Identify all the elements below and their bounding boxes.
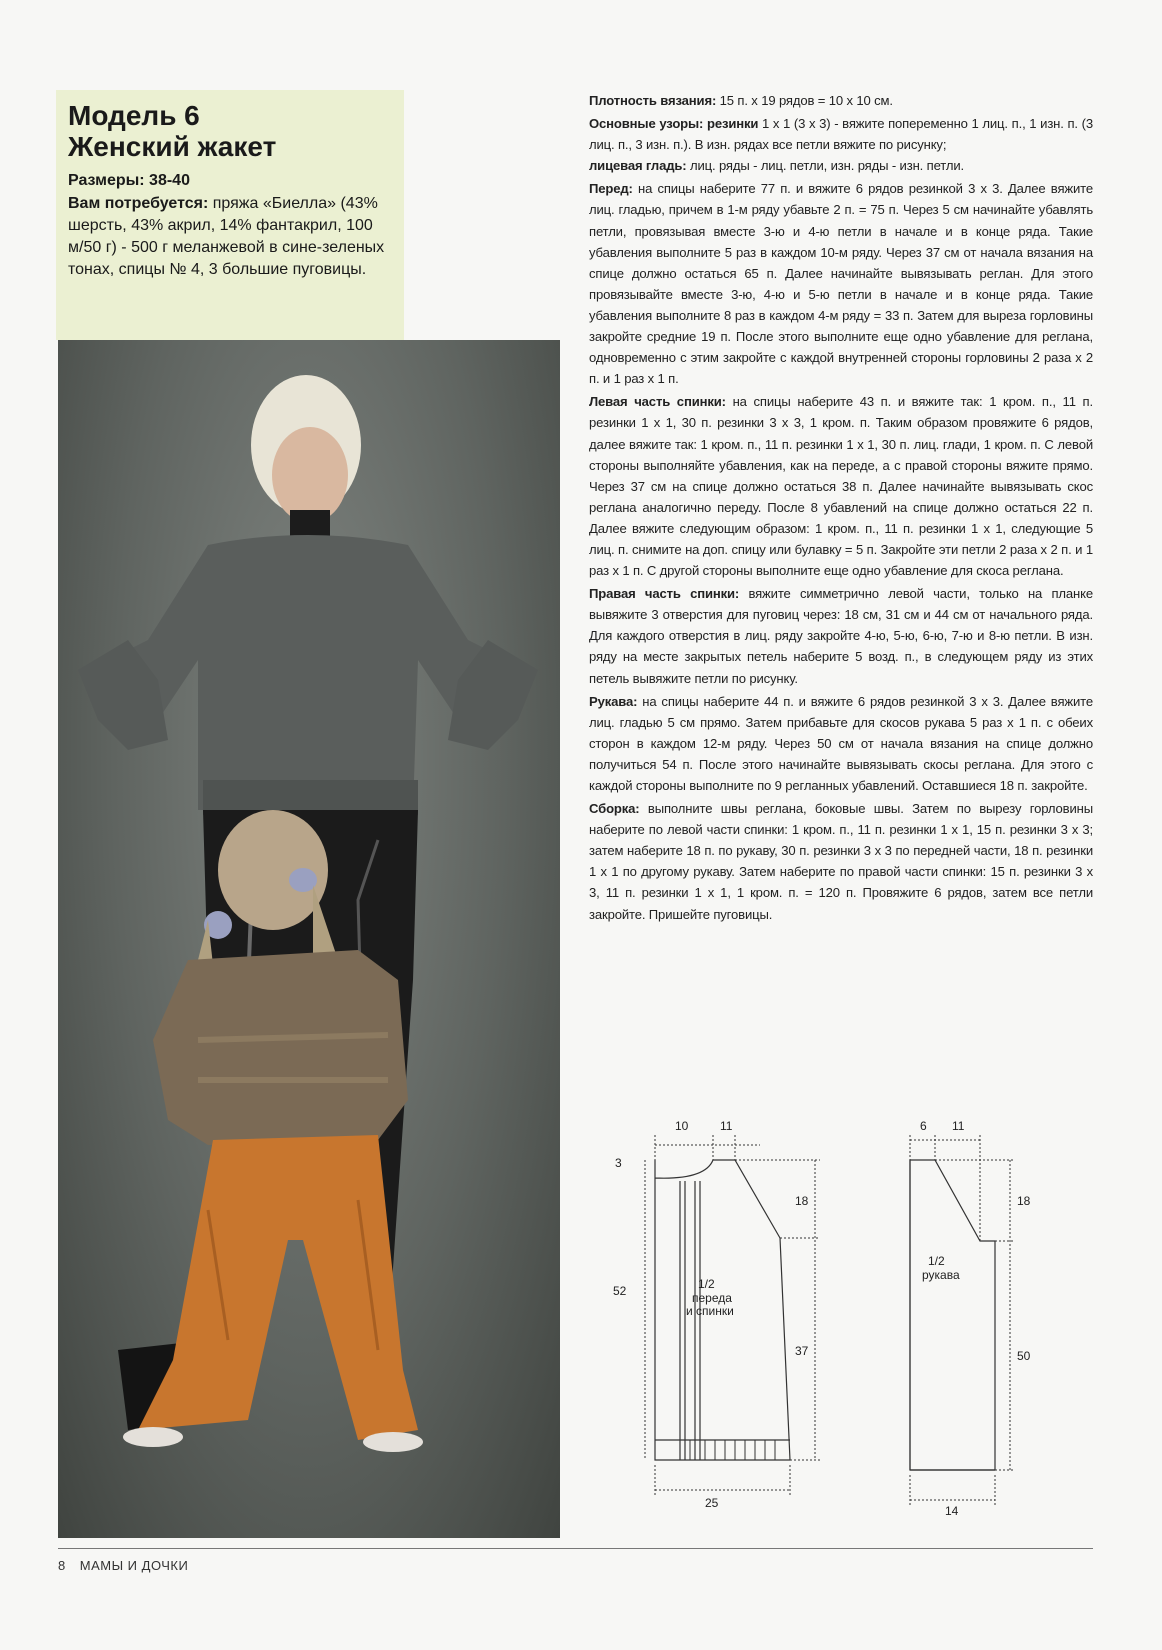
page-number: 8 xyxy=(58,1558,66,1573)
body-dim-top-right: 11 xyxy=(720,1119,733,1133)
body-dim-right-top: 18 xyxy=(795,1194,809,1208)
materials-text xyxy=(68,193,398,281)
paragraph-front xyxy=(589,178,1093,389)
body-dim-top-left: 10 xyxy=(675,1119,689,1133)
gauge-text: 15 п. х 19 рядов = 10 х 10 см. xyxy=(716,93,893,108)
model-photo-illustration xyxy=(58,340,560,1538)
body-dim-left: 52 xyxy=(613,1284,627,1298)
paragraph-left-back xyxy=(589,391,1093,581)
assembly-label: Сборка: xyxy=(589,801,640,817)
model-photo xyxy=(58,340,560,1538)
footer-rule xyxy=(58,1548,1093,1549)
paragraph-sleeves xyxy=(589,691,1093,796)
sleeve-dim-right-bottom: 50 xyxy=(1017,1349,1031,1363)
materials-label: Вам потребуется: xyxy=(68,195,209,212)
sleeve-label-line1: 1/2 xyxy=(928,1254,945,1268)
stockinette-label: лицевая гладь: xyxy=(589,158,687,174)
stockinette-text: лиц. ряды - лиц. петли, изн. ряды - изн. петли. xyxy=(686,158,964,174)
front-text: на спицы наберите 77 п. и вяжите 6 рядов резинкой 3 х 3. Далее вяжите лиц. гладью, причем в 1-м ряду убавьте 2 п. = 75 п. Через 5 см начинайте убавлять петли, провязывая вместе 3-ю и 4-ю петли в начале и в конце ряда. Такие убавления выполните 5 раз в каждом 10-м ряду. Через 37 см от начала вязания на спице должно остаться 65 п. Далее начинайте вывязывать реглан. Для этого провязывайте вместе 3-ю, 4-ю и 5-ю петли в начале и в конце ряда. Такие убавления выполните 8 раз в каждом 4-м ряду = 33 п. Затем для выреза горловины закройте средние 19 п. После этого выполните еще одно убавление для реглана, одновременно с этим закройте с каждой внутренней стороны горловины 2 раза х 2 п. и 1 раз х 1 п. xyxy=(589,181,1093,387)
materials-body: пряжа «Биелла» (43% шерсть, 43% акрил, 14% фантакрил, 100 м/50 г) - 500 г меланжевой в сине-зеленых тонах, спицы № 4, 3 большие пуговицы. xyxy=(68,195,385,278)
sleeve-dim-top-right: 11 xyxy=(952,1119,965,1133)
patterns-text: 1 х 1 (3 х 3) - вяжите попеременно 1 лиц. п., 1 изн. п. (3 лиц. п., 3 изн. п.). В изн. рядах все петли вяжите по рисунку; xyxy=(589,116,1093,153)
paragraph-right-back xyxy=(589,583,1093,688)
patterns-label: Основные узоры: резинки xyxy=(589,116,759,132)
sleeves-label: Рукава: xyxy=(589,693,638,709)
body-label-line2: переда xyxy=(692,1291,732,1305)
paragraph-patterns xyxy=(589,113,1093,176)
body-pattern-svg xyxy=(613,1115,860,1515)
magazine-title: МАМЫ И ДОЧКИ xyxy=(79,1558,189,1573)
body-label-line3: и спинки xyxy=(686,1304,734,1318)
body-pattern-diagram xyxy=(613,1115,860,1520)
sleeve-dim-right-top: 18 xyxy=(1017,1194,1031,1208)
body-dim-bottom: 25 xyxy=(705,1496,719,1510)
left-back-label: Левая часть спинки: xyxy=(589,394,726,410)
model-title-name: Женский жакет xyxy=(68,131,277,162)
body-label-line1: 1/2 xyxy=(698,1277,715,1291)
sleeve-label-line2: рукава xyxy=(922,1268,960,1282)
sleeve-dim-bottom: 14 xyxy=(945,1504,959,1518)
left-back-text: на спицы наберите 43 п. и вяжите так: 1 кром. п., 11 п. резинки 1 х 1, 30 п. резинки 3 х 3, 1 кром. п. Таким образом провяжите 6 рядов, далее вяжите так: 1 кром. п., 11 п. резинки 1 х 1, 30 п. лиц. глади, 1 кром. п. С левой стороны выполняйте убавления, как на переде, а с правой стороны вяжите прямо. Через 37 см на спице должно остаться 38 п. Далее начинайте вывязывать скос реглана аналогично переду. После 8 убавлений на спице должно остаться 22 п. Далее вяжите следующим образом: 1 кром. п., 11 п. резинки 1 х 1, следующие 5 лиц. п. снимите на доп. спицу или булавку = 5 п. Закройте эти петли 2 раза х 2 п. и 1 раз х 1 п. С другой стороны выполните еще одно убавление для скоса реглана. xyxy=(589,394,1093,579)
front-label: Перед: xyxy=(589,181,633,197)
body-dim-neck: 3 xyxy=(615,1156,622,1170)
sleeves-text: на спицы наберите 44 п. и вяжите 6 рядов резинкой 3 х 3. Далее вяжите лиц. гладью 5 см прямо. Затем прибавьте для скосов рукава 5 раз х 1 п. с обеих сторон в каждом 12-м ряду. Через 50 см от начала вязания на спице должно получиться 54 п. После этого начинайте вывязывать скосы реглана. Для этого с каждой стороны выполните по 9 регланных убавлений. Оставшиеся 18 п. закройте. xyxy=(589,693,1093,793)
page-footer xyxy=(58,1558,202,1573)
model-title-number: Модель 6 xyxy=(68,100,200,131)
paragraph-gauge xyxy=(589,90,1093,111)
assembly-text: выполните швы реглана, боковые швы. Затем по вырезу горловины наберите по левой части спинки: 1 кром. п., 11 п. резинки 1 х 1, 15 п. резинки 3 х 3; затем наберите 18 п. по рукаву, 30 п. резинки 3 х 3 по передней части, 18 п. резинки 1 х 1 по другому рукаву. Затем наберите по правой части спинки: 15 п. резинки 3 х 3, 11 п. резинки 1 х 1, 1 кром. п. = 120 п. Провяжите 6 рядов, затем все петли закройте. Пришейте пуговицы. xyxy=(589,801,1093,922)
gauge-label: Плотность вязания: xyxy=(589,93,717,108)
right-back-label: Правая часть спинки: xyxy=(589,586,740,602)
model-title xyxy=(68,100,276,162)
sleeve-pattern-svg xyxy=(900,1115,1040,1518)
body-dim-right-bottom: 37 xyxy=(795,1344,809,1358)
sleeve-dim-top-left: 6 xyxy=(920,1119,927,1133)
instructions-text xyxy=(589,90,1093,927)
sleeve-pattern-diagram xyxy=(900,1115,1040,1520)
paragraph-assembly xyxy=(589,798,1093,925)
sizes-line: Размеры: 38-40 xyxy=(68,172,190,189)
right-back-text: вяжите симметрично левой части, только на планке вывяжите 3 отверстия для пуговиц через: 18 см, 31 см и 44 см от начального ряда. Для каждого отверстия в лиц. ряду закройте 4-ю, 5-ю, 6-ю, 7-ю и 8-ю петли. В изн. ряду на месте закрытых петель наберите 5 возд. п., в следующем ряду из этих петель вывяжите петли по рисунку. xyxy=(589,586,1093,686)
